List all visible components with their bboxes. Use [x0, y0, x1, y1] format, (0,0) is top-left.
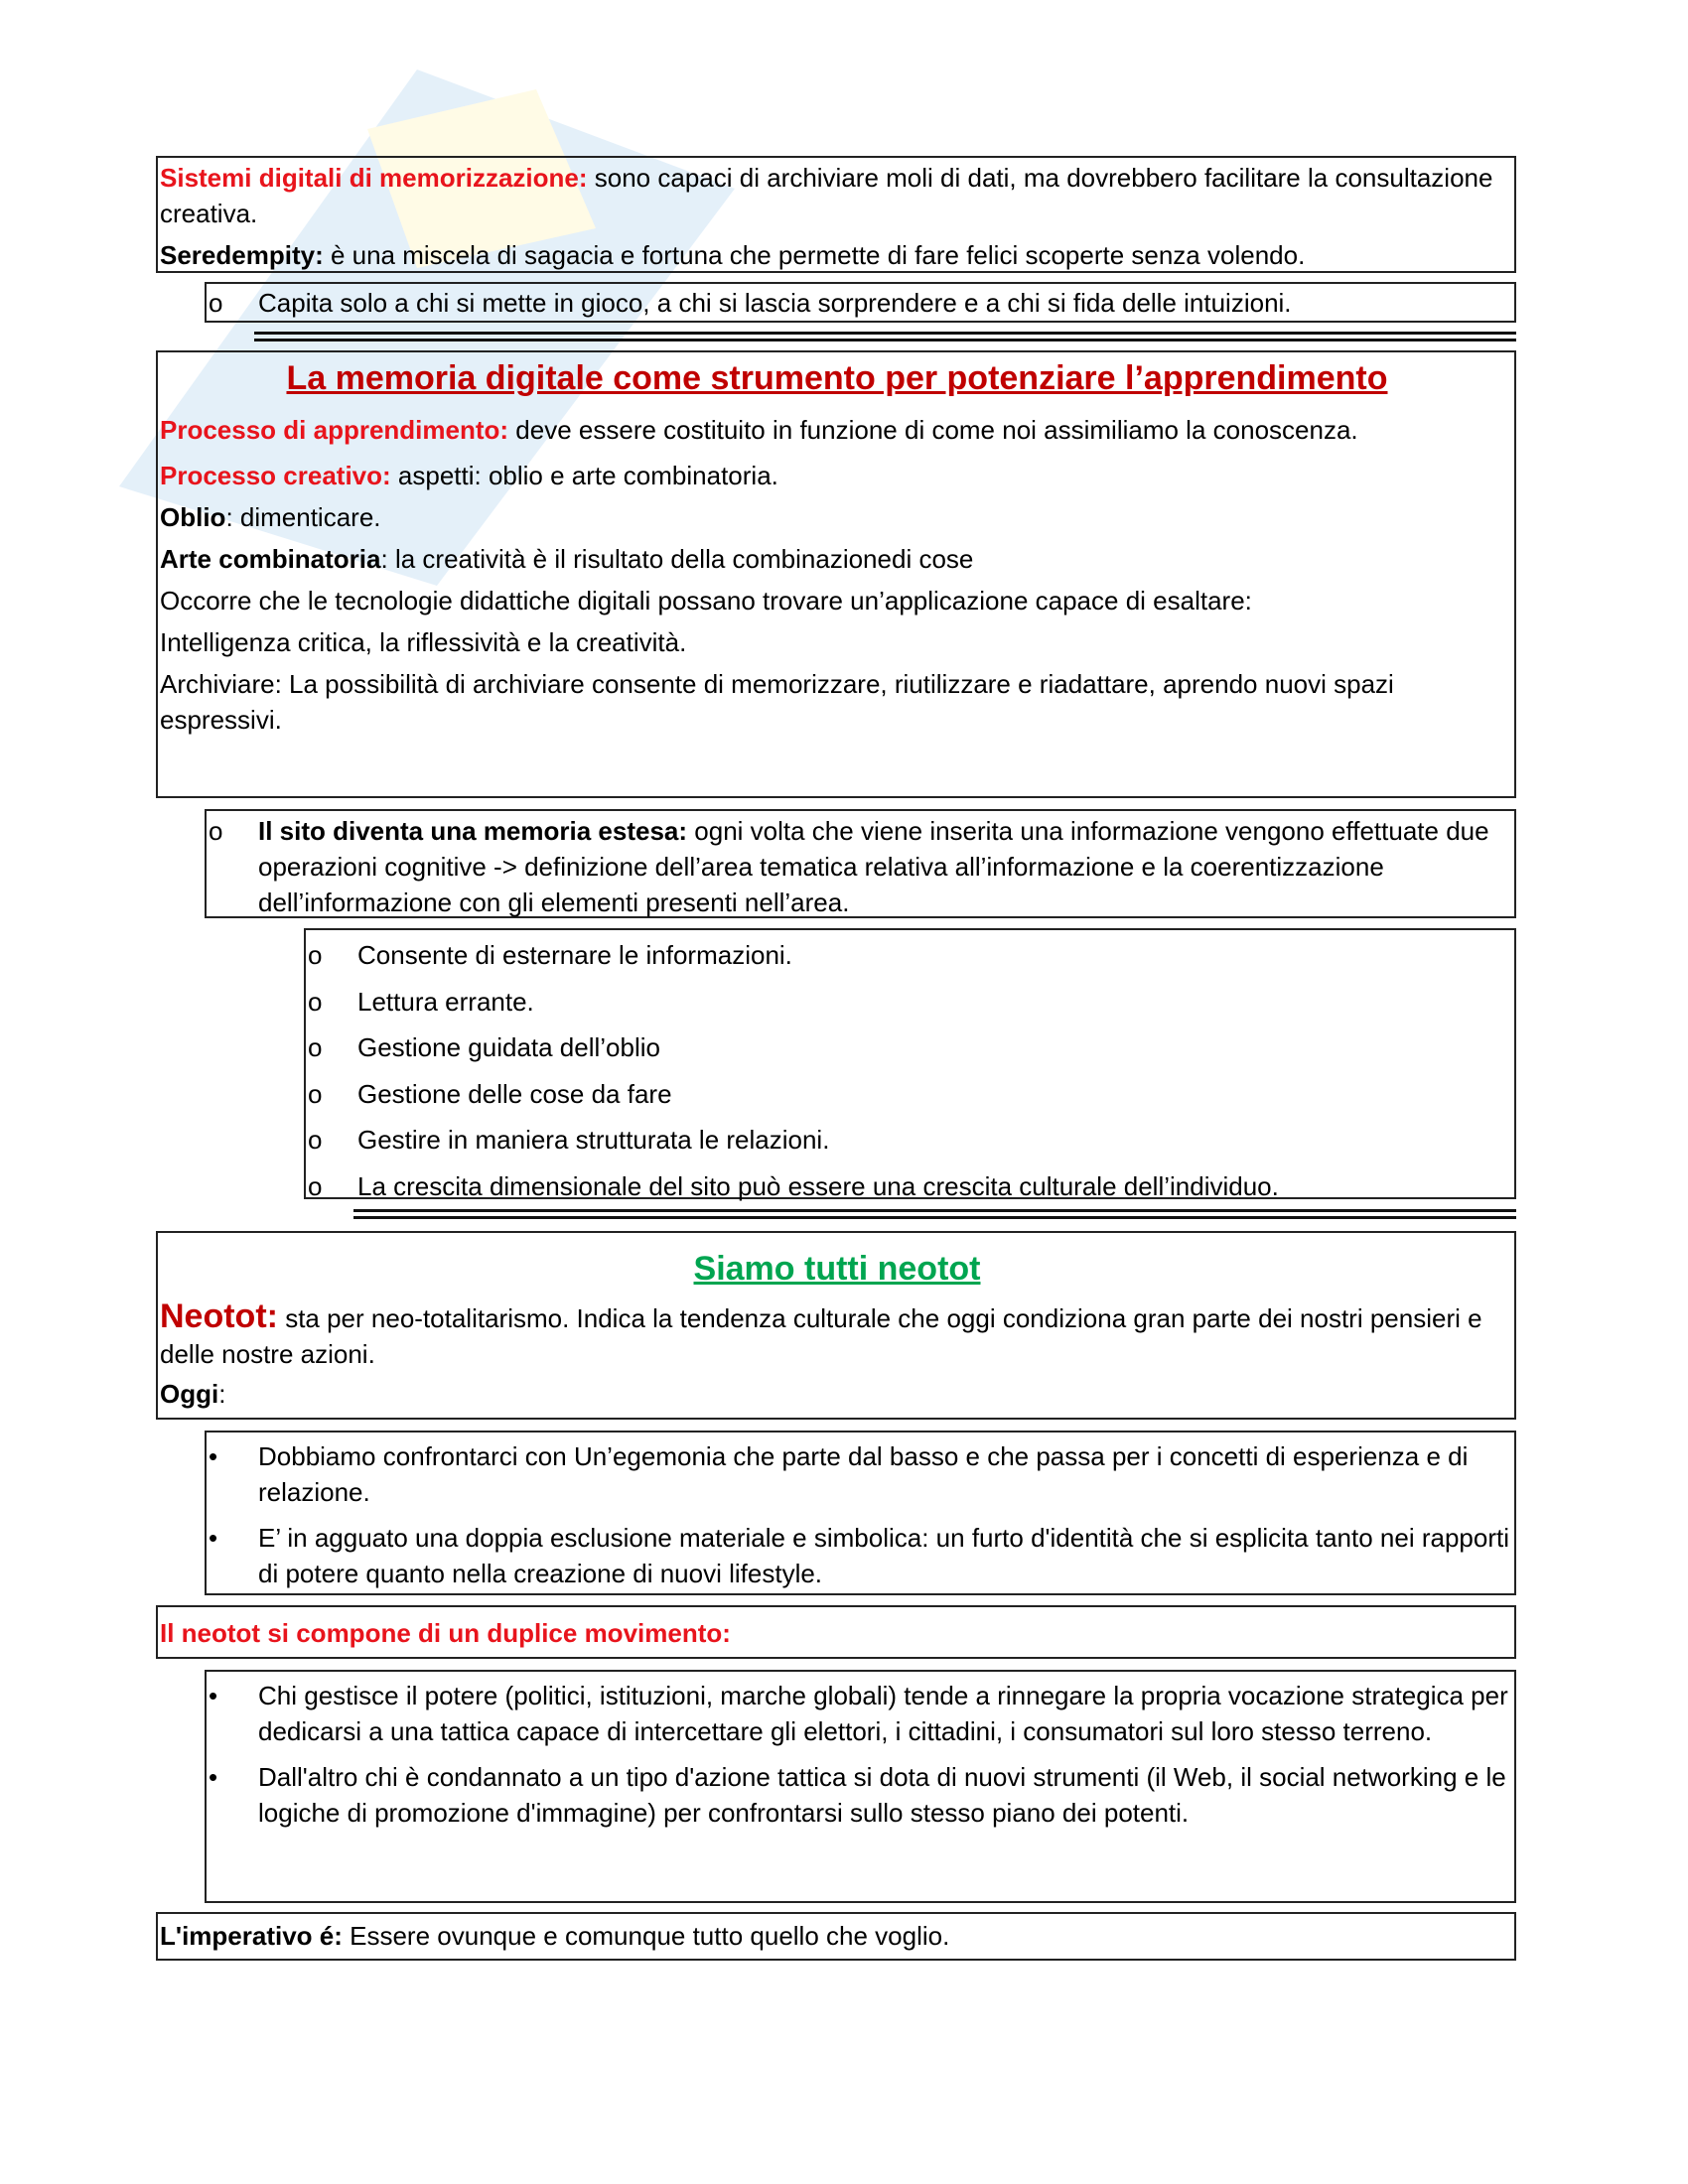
bullet-icon: • — [209, 1441, 218, 1471]
list-item — [209, 1678, 1514, 1749]
item-text: E’ in agguato una doppia esclusione materiale e simbolica: un furto d'identità che si esplicita tanto nei rapporti di potere quanto nella creazione di nuovi lifestyle. — [258, 1523, 1509, 1588]
section-title: La memoria digitale come strumento per potenziare l’apprendimento — [286, 359, 1388, 397]
list-item — [209, 1520, 1514, 1591]
item-text: Lettura errante. — [357, 986, 534, 1017]
box-neotot — [156, 1231, 1516, 1420]
circle-bullet-icon: o — [308, 1125, 323, 1155]
section-title: Siamo tutti neotot — [693, 1250, 981, 1288]
box-sistemi-digitali — [156, 156, 1516, 273]
list-item — [308, 932, 1514, 979]
definition: è una miscela di sagacia e fortuna che permette di fare felici scoperte senza volendo. — [323, 240, 1306, 270]
term: Il sito diventa una memoria estesa: — [258, 816, 688, 846]
term: Seredempity: — [160, 240, 324, 270]
item-text: La crescita dimensionale del sito può essere una crescita culturale dell’individuo. — [357, 1170, 1279, 1201]
paragraph: Occorre che le tecnologie didattiche digitali possano trovare un’applicazione capace di esaltare: — [160, 586, 1252, 615]
item-text: Gestione delle cose da fare — [357, 1078, 672, 1109]
item-text: Capita solo a chi si mette in gioco, a chi si lascia sorprendere e a chi si fida delle intuizioni. — [258, 288, 1292, 318]
item-text: Chi gestisce il potere (politici, istituzioni, marche globali) tende a rinnegare la propria vocazione strategica per dedicarsi a una tattica capace di intercettare gli elettori, i cittadini, i consumatori sul loro stesso terreno. — [258, 1681, 1508, 1746]
list-item — [308, 1071, 1514, 1118]
item-text: Dall'altro chi è condannato a un tipo d'azione tattica si dota di nuovi strumenti (il Web, il social networking e le logiche di promozione d'immagine) per confrontarsi sullo stesso piano dei potenti. — [258, 1762, 1506, 1828]
box-duplice-bullets — [205, 1670, 1516, 1903]
paragraph: Intelligenza critica, la riflessività e la creatività. — [160, 627, 687, 657]
heading: Il neotot si compone di un duplice movimento: — [160, 1618, 731, 1648]
list-item — [308, 979, 1514, 1025]
divider — [254, 332, 1516, 341]
list-item — [308, 1163, 1514, 1210]
term: Arte combinatoria — [160, 544, 381, 574]
definition: aspetti: oblio e arte combinatoria. — [390, 461, 778, 490]
term: Processo creativo: — [160, 461, 391, 490]
definition: sta per neo-totalitarismo. Indica la tendenza culturale che oggi condiziona gran parte dei nostri pensieri e delle nostre azioni. — [160, 1303, 1482, 1369]
list-item — [308, 1117, 1514, 1163]
circle-bullet-icon: o — [308, 1032, 323, 1062]
circle-bullet-icon: o — [209, 288, 223, 318]
definition: : dimenticare. — [225, 502, 381, 532]
bullet-icon: • — [209, 1681, 218, 1710]
box-oggi-bullets — [205, 1431, 1516, 1595]
box-capita — [205, 282, 1516, 323]
term: Oggi — [160, 1379, 219, 1409]
circle-bullet-icon: o — [308, 986, 323, 1017]
term: Oblio — [160, 502, 226, 532]
definition: deve essere costituito in funzione di come noi assimiliamo la conoscenza. — [508, 415, 1358, 445]
colon: : — [218, 1379, 226, 1409]
definition: ogni volta che viene inserita una informazione vengono effettuate due operazioni cognitive -> definizione dell’area tematica relativa all’informazione e la coerentizzazione dell’informazione con gli elementi presenti nell’area. — [258, 816, 1489, 917]
list-item — [209, 286, 1514, 320]
item-text: Consente di esternare le informazioni. — [357, 940, 792, 970]
box-memoria-digitale — [156, 350, 1516, 798]
item-text: Gestire in maniera strutturata le relazioni. — [357, 1125, 830, 1155]
circle-bullet-icon: o — [209, 816, 223, 846]
term: Processo di apprendimento: — [160, 415, 509, 445]
list-item — [209, 813, 1514, 920]
term: L'imperativo é: — [160, 1921, 343, 1951]
box-duplice-heading — [156, 1605, 1516, 1659]
item-text: Dobbiamo confrontarci con Un’egemonia che parte dal basso e che passa per i concetti di esperienza e di relazione. — [258, 1441, 1469, 1507]
bullet-icon: • — [209, 1523, 218, 1553]
definition: sono capaci di archiviare moli di dati, ma dovrebbero facilitare la consultazione creativa. — [160, 163, 1493, 228]
item-text: Gestione guidata dell’oblio — [357, 1032, 660, 1062]
divider — [353, 1209, 1516, 1219]
circle-bullet-icon: o — [308, 940, 323, 970]
bullet-icon: • — [209, 1762, 218, 1792]
term: Neotot: — [160, 1297, 278, 1335]
list-item — [209, 1438, 1514, 1510]
circle-bullet-icon: o — [308, 1078, 323, 1109]
list-item — [209, 1759, 1514, 1831]
box-sito-memoria — [205, 809, 1516, 918]
definition: Essere ovunque e comunque tutto quello che voglio. — [342, 1921, 950, 1951]
definition: : la creatività è il risultato della combinazionedi cose — [380, 544, 974, 574]
list-item — [308, 1024, 1514, 1071]
box-imperativo — [156, 1912, 1516, 1961]
term: Sistemi digitali di memorizzazione: — [160, 163, 588, 193]
circle-bullet-icon: o — [308, 1170, 323, 1201]
paragraph: Archiviare: La possibilità di archiviare consente di memorizzare, riutilizzare e riadattare, aprendo nuovi spazi espressivi. — [160, 669, 1394, 735]
box-sito-features — [304, 928, 1516, 1199]
